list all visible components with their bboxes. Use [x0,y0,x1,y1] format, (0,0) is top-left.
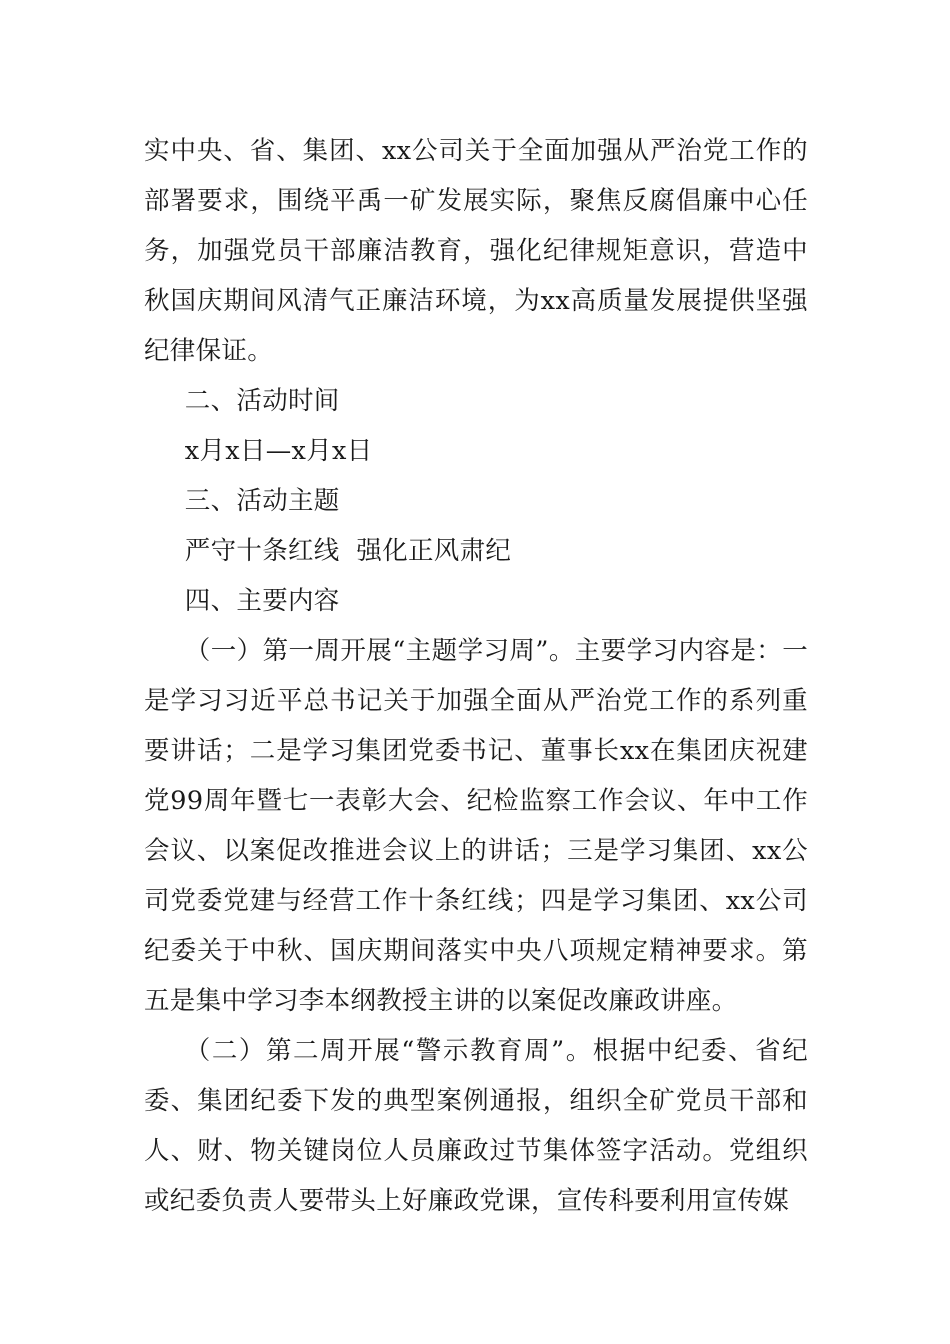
activity-time-value: x月x日—x月x日 [184,436,373,466]
document-body [144,126,808,1226]
intro-paragraph: 实中央、省、集团、xx公司关于全面加强从严治党工作的部署要求，围绕平禹一矿发展实际，聚焦反腐倡廉中心任务，加强党员干部廉洁教育，强化纪律规矩意识，营造中秋国庆期间风清气正廉洁环境，为xx高质量发展提供坚强纪律保证。 [144,136,808,366]
week-one-paragraph: （一）第一周开展“主题学习周”。主要学习内容是：一是学习习近平总书记关于加强全面从严治党工作的系列重要讲话；二是学习集团党委书记、董事长xx在集团庆祝建党99周年暨七一表彰大会、纪检监察工作会议、年中工作会议、以案促改推进会议上的讲话；三是学习集团、xx公司党委党建与经营工作十条红线；四是学习集团、xx公司纪委关于中秋、国庆期间落实中央八项规定精神要求。第五是集中学习李本纲教授主讲的以案促改廉政讲座。 [144,636,808,1016]
activity-theme-value: 严守十条红线 强化正风肃纪 [184,536,512,566]
section-heading-activity-theme: 三、活动主题 [184,486,340,516]
week-two-paragraph: （二）第二周开展“警示教育周”。根据中纪委、省纪委、集团纪委下发的典型案例通报，组织全矿党员干部和人、财、物关键岗位人员廉政过节集体签字活动。党组织或纪委负责人要带头上好廉政党课，宣传科要利用宣传媒 [144,1036,808,1216]
section-heading-activity-time: 二、活动时间 [184,386,340,416]
section-heading-main-content: 四、主要内容 [184,586,340,616]
